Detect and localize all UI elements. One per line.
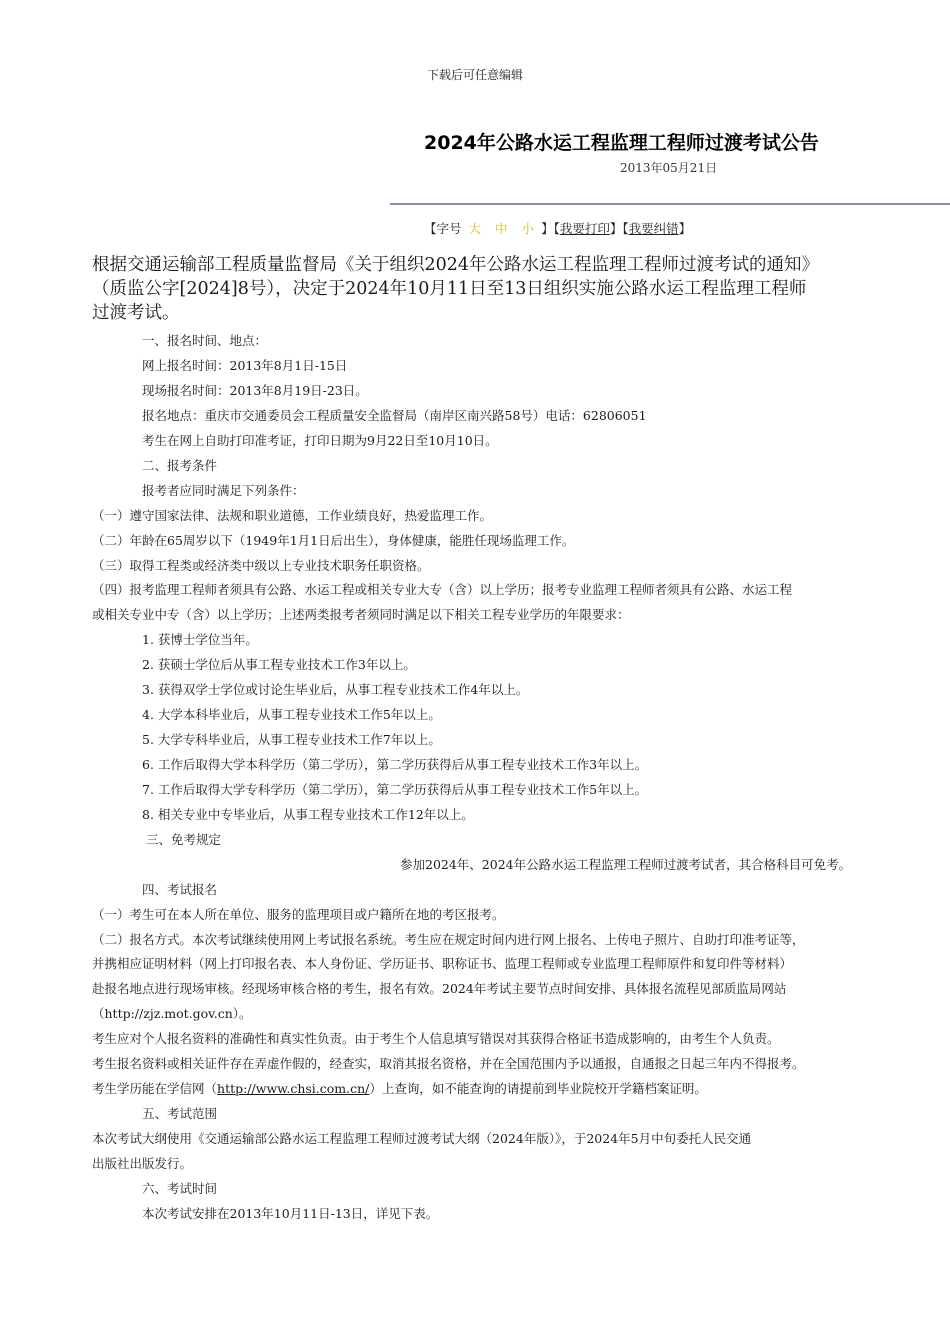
exam-registration-item: （一）考生可在本人所在单位、服务的监理项目或户籍所在地的考区报考。 — [92, 907, 505, 922]
section-heading-exam-time: 六、考试时间 — [142, 1181, 218, 1196]
exam-registration-item-continued: 赴报名地点进行现场审核。经现场审核合格的考生，报名有效。2024年考试主要节点时间安排、具体报名流程见部质监局网站 — [92, 981, 787, 996]
condition-item: （一）遵守国家法律、法规和职业道德，工作业绩良好，热爱监理工作。 — [92, 508, 493, 523]
condition-item-continued: 或相关专业中专（含）以上学历；上述两类报考者须同时满足以下相关工程专业学历的年限要求： — [92, 607, 630, 622]
font-size-medium-button[interactable]: 中 — [495, 221, 508, 236]
conditions-intro: 报考者应同时满足下列条件： — [142, 483, 305, 498]
exam-time-text: 本次考试安排在2013年10月11日-13日，详见下表。 — [142, 1206, 439, 1221]
degree-requirement: 1. 获博士学位当年。 — [142, 632, 258, 647]
font-size-large-button[interactable]: 大 — [468, 221, 482, 236]
section-heading-exam-registration: 四、考试报名 — [142, 882, 218, 897]
header-note: 下载后可任意编辑 — [426, 68, 523, 82]
exam-registration-item-continued: 并携相应证明材料（网上打印报名表、本人身份证、学历证书、职称证书、监理工程师或专业监理工程师原件和复印件等材料） — [92, 956, 793, 971]
section-heading-registration: 一、报名时间、地点： — [142, 333, 268, 348]
toolbar-bracket: 】【 — [609, 221, 629, 236]
toolbar-bracket: 【字号 — [424, 221, 462, 236]
intro-paragraph — [92, 253, 922, 325]
degree-requirement: 3. 获得双学士学位或讨论生毕业后，从事工程专业技术工作4年以上。 — [142, 682, 529, 697]
degree-requirement: 2. 获硕士学位后从事工程专业技术工作3年以上。 — [142, 657, 416, 672]
report-error-link[interactable]: 我要纠错 — [628, 221, 679, 236]
chsi-note-prefix: 考生学历能在学信网（ — [92, 1081, 218, 1096]
exam-registration-item: （二）报名方式。本次考试继续使用网上考试报名系统。考生应在规定时间内进行网上报名、上传电子照片、自助打印准考证等， — [92, 932, 805, 947]
toolbar-bracket: 】【 — [541, 221, 560, 236]
section-heading-exemption: 三、免考规定 — [146, 832, 222, 847]
online-registration-time: 网上报名时间：2013年8月1日-15日 — [142, 358, 348, 373]
section-heading-scope: 五、考试范围 — [142, 1106, 218, 1121]
scope-text: 本次考试大纲使用《交通运输部公路水运工程监理工程师过渡考试大纲（2024年版）》，于2024年5月中旬委托人民交通 — [92, 1131, 752, 1146]
responsibility-note: 考生应对个人报名资料的准确性和真实性负责。由于考生个人信息填写错误对其获得合格证书造成影响的，由考生个人负责。 — [92, 1031, 780, 1046]
exam-registration-item-continued: （http://zjz.mot.gov.cn）。 — [92, 1006, 252, 1021]
intro-line: 过渡考试。 — [92, 303, 180, 323]
onsite-registration-time: 现场报名时间：2013年8月19日-23日。 — [142, 383, 368, 398]
condition-item: （四）报考监理工程师者须具有公路、水运工程或相关专业大专（含）以上学历；报考专业监理工程师者须具有公路、水运工程 — [92, 582, 793, 597]
fraud-note: 考生报名资料或相关证件存在弄虚作假的，经查实，取消其报名资格，并在全国范围内予以通报，自通报之日起三年内不得报考。 — [92, 1056, 805, 1071]
page-title: 2024年公路水运工程监理工程师过渡考试公告 — [424, 132, 819, 154]
toolbar-bracket: 】 — [678, 221, 692, 236]
chsi-link[interactable]: http://www.chsi.com.cn/ — [217, 1081, 370, 1096]
condition-item: （二）年龄在65周岁以下（1949年1月1日后出生），身体健康，能胜任现场监理工作。 — [92, 533, 575, 548]
condition-item: （三）取得工程类或经济类中级以上专业技术职务任职资格。 — [92, 558, 430, 573]
degree-requirement: 8. 相关专业中专毕业后，从事工程专业技术工作12年以上。 — [142, 807, 474, 822]
publish-date: 2013年05月21日 — [620, 161, 718, 175]
font-size-toolbar — [424, 219, 691, 237]
header-divider — [390, 203, 950, 205]
degree-requirement: 7. 工作后取得大学专科学历（第二学历），第二学历获得后从事工程专业技术工作5年以上。 — [142, 782, 648, 797]
degree-requirement: 6. 工作后取得大学本科学历（第二学历），第二学历获得后从事工程专业技术工作3年以上。 — [142, 757, 648, 772]
degree-requirement: 5. 大学专科毕业后，从事工程专业技术工作7年以上。 — [142, 732, 441, 747]
print-link[interactable]: 我要打印 — [559, 221, 610, 236]
scope-text-continued: 出版社出版发行。 — [92, 1156, 193, 1171]
chsi-note-suffix: ）上查询，如不能查询的请提前到毕业院校开学籍档案证明。 — [369, 1081, 707, 1096]
intro-line: （质监公字[2024]8号），决定于2024年10月11日至13日组织实施公路水运工程监理工程师 — [92, 279, 807, 299]
exemption-text: 参加2024年、2024年公路水运工程监理工程师过渡考试者，其合格科目可免考。 — [400, 857, 852, 872]
intro-line: 根据交通运输部工程质量监督局《关于组织2024年公路水运工程监理工程师过渡考试的通知》 — [92, 255, 820, 275]
chsi-note — [92, 1079, 707, 1097]
degree-requirement: 4. 大学本科毕业后，从事工程专业技术工作5年以上。 — [142, 707, 441, 722]
admission-ticket-note: 考生在网上自助打印准考证，打印日期为9月22日至10月10日。 — [142, 433, 498, 448]
section-heading-conditions: 二、报考条件 — [142, 458, 218, 473]
font-size-small-button[interactable]: 小 — [521, 221, 535, 236]
registration-location: 报名地点：重庆市交通委员会工程质量安全监督局（南岸区南兴路58号）电话：62806051 — [142, 408, 647, 423]
